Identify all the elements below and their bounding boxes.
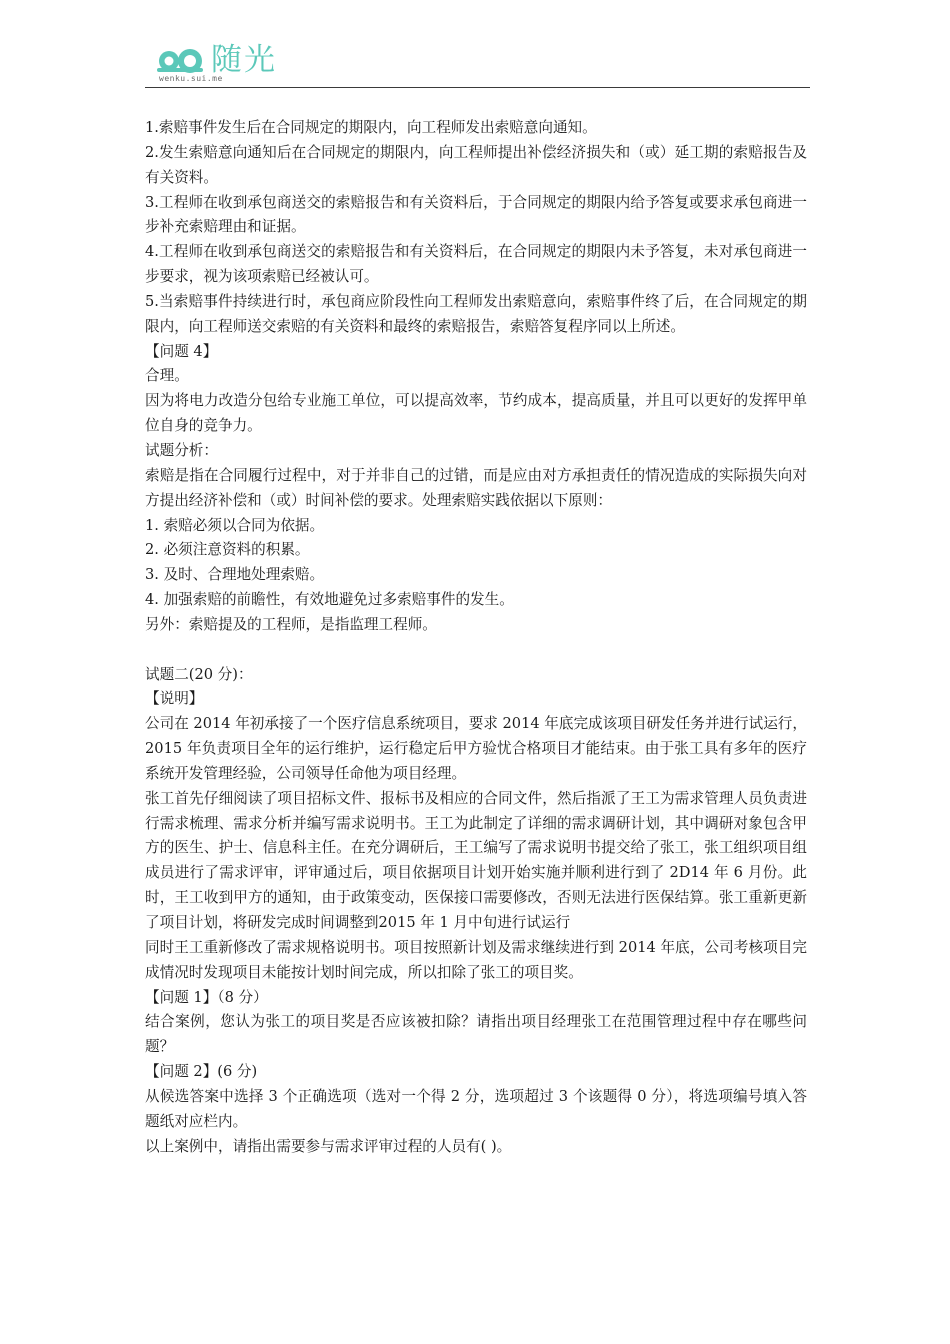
page-header xyxy=(145,40,810,90)
list-item: 4. 加强索赔的前瞻性，有效地避免过多索赔事件的发生。 xyxy=(145,591,514,609)
question-heading: 【问题 4】 xyxy=(145,342,218,360)
paragraph: 同时王工重新修改了需求规格说明书。项目按照新计划及需求继续进行到 2014 年底，公司考核项目完成情况时发现项目未能按计划时间完成，所以扣除了张工的项目奖。 xyxy=(145,938,807,981)
brand-url: wenku.sui.me xyxy=(159,74,223,83)
paragraph: 结合案例，您认为张工的项目奖是否应该被扣除？请指出项目经理张工在范围管理过程中存在哪些问题？ xyxy=(145,1013,807,1056)
paragraph: 从候选答案中选择 3 个正确选项（选对一个得 2 分，选项超过 3 个该题得 0 分），将选项编号填入答题纸对应栏内。 xyxy=(145,1087,807,1130)
section-label: 【说明】 xyxy=(145,690,204,708)
blank-line xyxy=(145,638,807,663)
question-heading: 【问题 1】（8 分） xyxy=(145,988,268,1006)
document-body xyxy=(145,116,807,1159)
paragraph: 公司在 2014 年初承接了一个医疗信息系统项目，要求 2014 年底完成该项目研发任务并进行试运行，2015 年负责项目全年的运行维护，运行稳定后甲方验忧合格项目才能结束。由于张工具有多年的医疗系统开发管理经验，公司领导任命他为项目经理。 xyxy=(145,715,807,782)
paragraph: 2.发生索赔意向通知后在合同规定的期限内，向工程师提出补偿经济损失和（或）延工期的索赔报告及有关资料。 xyxy=(145,143,807,186)
section-title: 试题二(20 分)： xyxy=(145,665,253,683)
paragraph: 3.工程师在收到承包商送交的索赔报告和有关资料后，于合同规定的期限内给予答复或要求承包商进一步补充索赔理由和证据。 xyxy=(145,193,807,236)
paragraph: 因为将电力改造分包给专业施工单位，可以提高效率，节约成本，提高质量，并且可以更好的发挥甲单位自身的竞争力。 xyxy=(145,392,807,435)
paragraph: 5.当索赔事件持续进行时，承包商应阶段性向工程师发出索赔意向，索赔事件终了后，在合同规定的期限内，向工程师送交索赔的有关资料和最终的索赔报告，索赔答复程序同以上所述。 xyxy=(145,292,807,335)
question-heading: 【问题 2】(6 分) xyxy=(145,1063,258,1081)
brand-name: 随光 xyxy=(211,42,277,78)
paragraph: 索赔是指在合同履行过程中，对于并非自己的过错，而是应由对方承担责任的情况造成的实际损失向对方提出经济补偿和（或）时间补偿的要求。处理索赔实践依据以下原则： xyxy=(145,466,807,509)
paragraph: 以上案例中，请指出需要参与需求评审过程的人员有( )。 xyxy=(145,1137,512,1155)
paragraph: 另外：索赔提及的工程师，是指监理工程师。 xyxy=(145,615,437,633)
paragraph: 合理。 xyxy=(145,367,189,385)
paragraph: 张工首先仔细阅读了项目招标文件、报标书及相应的合同文件，然后指派了王工为需求管理人员负责进行需求梳理、需求分析并编写需求说明书。王工为此制定了详细的需求调研计划，其中调研对象包含甲方的医生、护士、信息科主任。在充分调研后，王工编写了需求说明书提交给了张工，张工组织项目组成员进行了需求评审，评审通过后，项目依据项目计划开始实施并顺利进行到了 2D14 年 6 月份。此时，王工收到甲方的通知，由于政策变动，医保接口需要修改，否则无法进行医保结算。张工重新更新了项目计划，将研发完成时间调整到2015 年 1 月中旬进行试运行 xyxy=(145,789,807,931)
paragraph: 4.工程师在收到承包商送交的索赔报告和有关资料后，在合同规定的期限内未予答复，未对承包商进一步要求，视为该项索赔已经被认可。 xyxy=(145,243,807,286)
header-divider xyxy=(145,87,810,88)
list-item: 2. 必须注意资料的积累。 xyxy=(145,541,310,559)
paragraph: 1.索赔事件发生后在合同规定的期限内，向工程师发出索赔意向通知。 xyxy=(145,119,597,136)
section-label: 试题分析： xyxy=(145,441,218,459)
list-item: 3. 及时、合理地处理索赔。 xyxy=(145,566,325,584)
list-item: 1. 索赔必须以合同为依据。 xyxy=(145,516,325,534)
double-ring-logo-icon xyxy=(157,46,207,76)
